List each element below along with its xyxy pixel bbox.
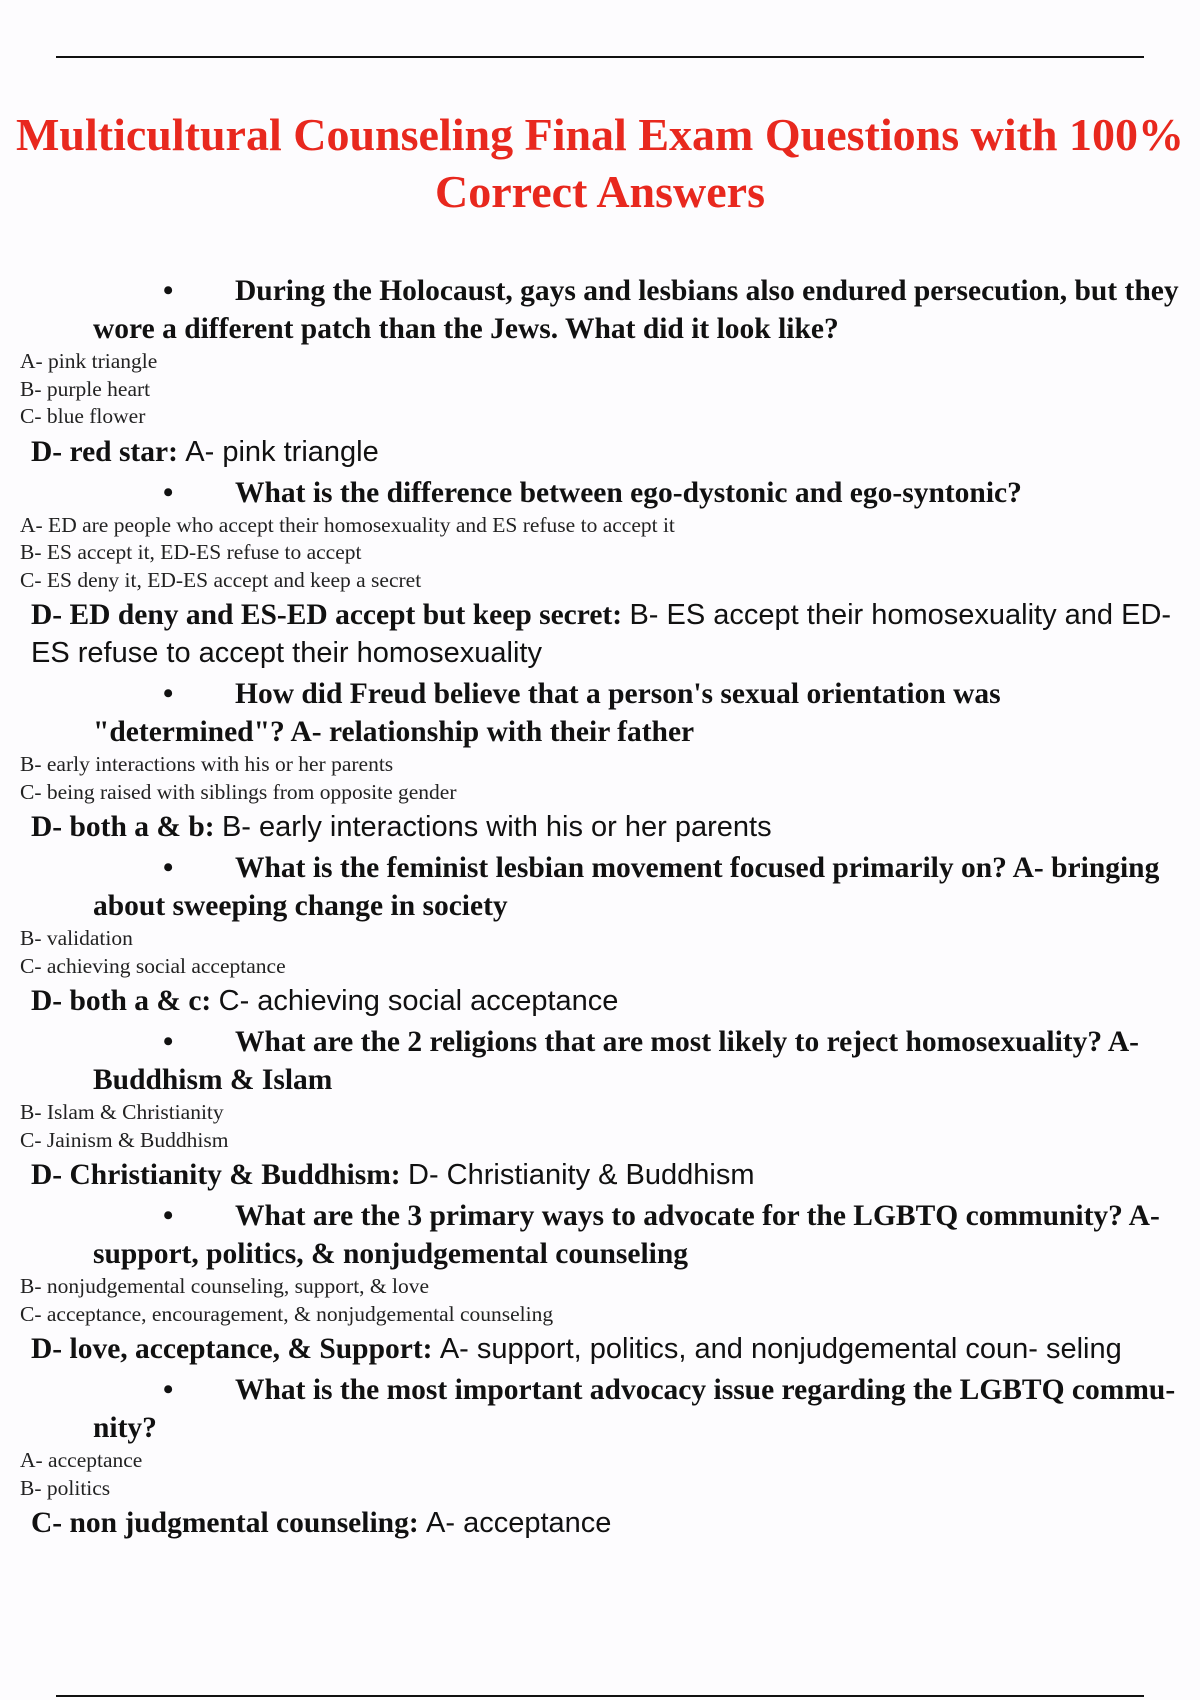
question-item [20, 675, 1190, 751]
answer-line [20, 982, 1190, 1020]
question-item [20, 1371, 1190, 1447]
answer-option: B- Islam & Christianity [20, 1100, 224, 1124]
answer-option: B- validation [20, 926, 133, 950]
top-rule [56, 56, 1144, 58]
question-list [20, 272, 1190, 1545]
answer-line [20, 433, 1190, 471]
correct-answer: B- early interactions with his or her parents [221, 811, 772, 843]
answer-option: A- pink triangle [20, 349, 158, 373]
correct-answer: A- pink triangle [185, 435, 379, 468]
answer-line [20, 1330, 1190, 1368]
question-text: What is the difference between ego-dystonic and ego-syntonic? [235, 476, 1022, 509]
bullet-icon: • [163, 1374, 174, 1406]
answer-option: C- acceptance, encouragement, & nonjudgemental counseling [20, 1301, 554, 1326]
answer-option-label: D- Christianity & Buddhism: [31, 1159, 401, 1191]
answer-option-label: C- non judgmental counseling: [31, 1507, 419, 1539]
bullet-icon: • [163, 275, 174, 307]
question-item [20, 474, 1190, 512]
question-item [20, 1197, 1190, 1273]
answer-option: C- Jainism & Buddhism [20, 1127, 229, 1152]
question-item [20, 1023, 1190, 1099]
answer-option: B- nonjudgemental counseling, support, & love [20, 1274, 430, 1298]
answer-option-label: D- love, acceptance, & Support: [31, 1333, 433, 1365]
bullet-icon: • [163, 1026, 174, 1058]
question-text: During the Holocaust, gays and lesbians also endured persecution, but they wore a different patch than the Jews. What did it look like? [93, 275, 1179, 345]
answer-option: C- blue flower [20, 404, 146, 428]
answer-option-label: D- both a & b: [31, 811, 215, 843]
correct-answer: A- support, politics, and nonjudgemental coun- seling [439, 1333, 1122, 1365]
correct-answer: B- ES accept their homosexuality and ED-ES refuse to accept their homosexuality [31, 599, 1172, 669]
answer-option: B- purple heart [20, 376, 151, 401]
bullet-icon: • [163, 852, 174, 884]
answer-option: B- politics [20, 1475, 111, 1500]
question-item [20, 272, 1190, 348]
bottom-rule [56, 1695, 1144, 1697]
correct-answer: C- achieving social acceptance [218, 985, 619, 1017]
answer-option-label: D- ED deny and ES-ED accept but keep secret: [31, 599, 623, 631]
question-text: What is the feminist lesbian movement focused primarily on? A- bringing about sweeping change in society [93, 852, 1160, 922]
correct-answer: A- acceptance [426, 1507, 612, 1539]
answer-line [20, 808, 1190, 846]
correct-answer: D- Christianity & Buddhism [408, 1159, 755, 1191]
answer-option: C- ES deny it, ED-ES accept and keep a secret [20, 567, 422, 592]
answer-line [20, 1504, 1190, 1542]
answer-option: A- ED are people who accept their homosexuality and ES refuse to accept it [20, 512, 675, 537]
page-title: Multicultural Counseling Final Exam Questions with 100% Correct Answers [15, 109, 1184, 217]
bullet-icon: • [163, 678, 174, 710]
answer-option: C- achieving social acceptance [20, 953, 286, 978]
bullet-icon: • [163, 1200, 174, 1232]
answer-line [20, 596, 1190, 672]
answer-line [20, 1156, 1190, 1194]
answer-option-label: D- red star: [31, 435, 178, 468]
question-text: What are the 3 primary ways to advocate for the LGBTQ community? A- support, politics, & nonjudgemental counseling [93, 1200, 1160, 1270]
question-item [20, 849, 1190, 925]
answer-option: B- early interactions with his or her parents [20, 752, 394, 776]
answer-option: A- acceptance [20, 1448, 143, 1472]
answer-option: C- being raised with siblings from opposite gender [20, 779, 457, 804]
answer-option-label: D- both a & c: [31, 985, 212, 1017]
question-text: What are the 2 religions that are most likely to reject homosexuality? A- Buddhism & Islam [93, 1026, 1139, 1096]
question-text: How did Freud believe that a person's sexual orientation was "determined"? A- relationship with their father [93, 678, 1001, 748]
answer-option: B- ES accept it, ED-ES refuse to accept [20, 540, 362, 564]
bullet-icon: • [163, 476, 174, 509]
question-text: What is the most important advocacy issue regarding the LGBTQ commu- nity? [93, 1374, 1176, 1444]
